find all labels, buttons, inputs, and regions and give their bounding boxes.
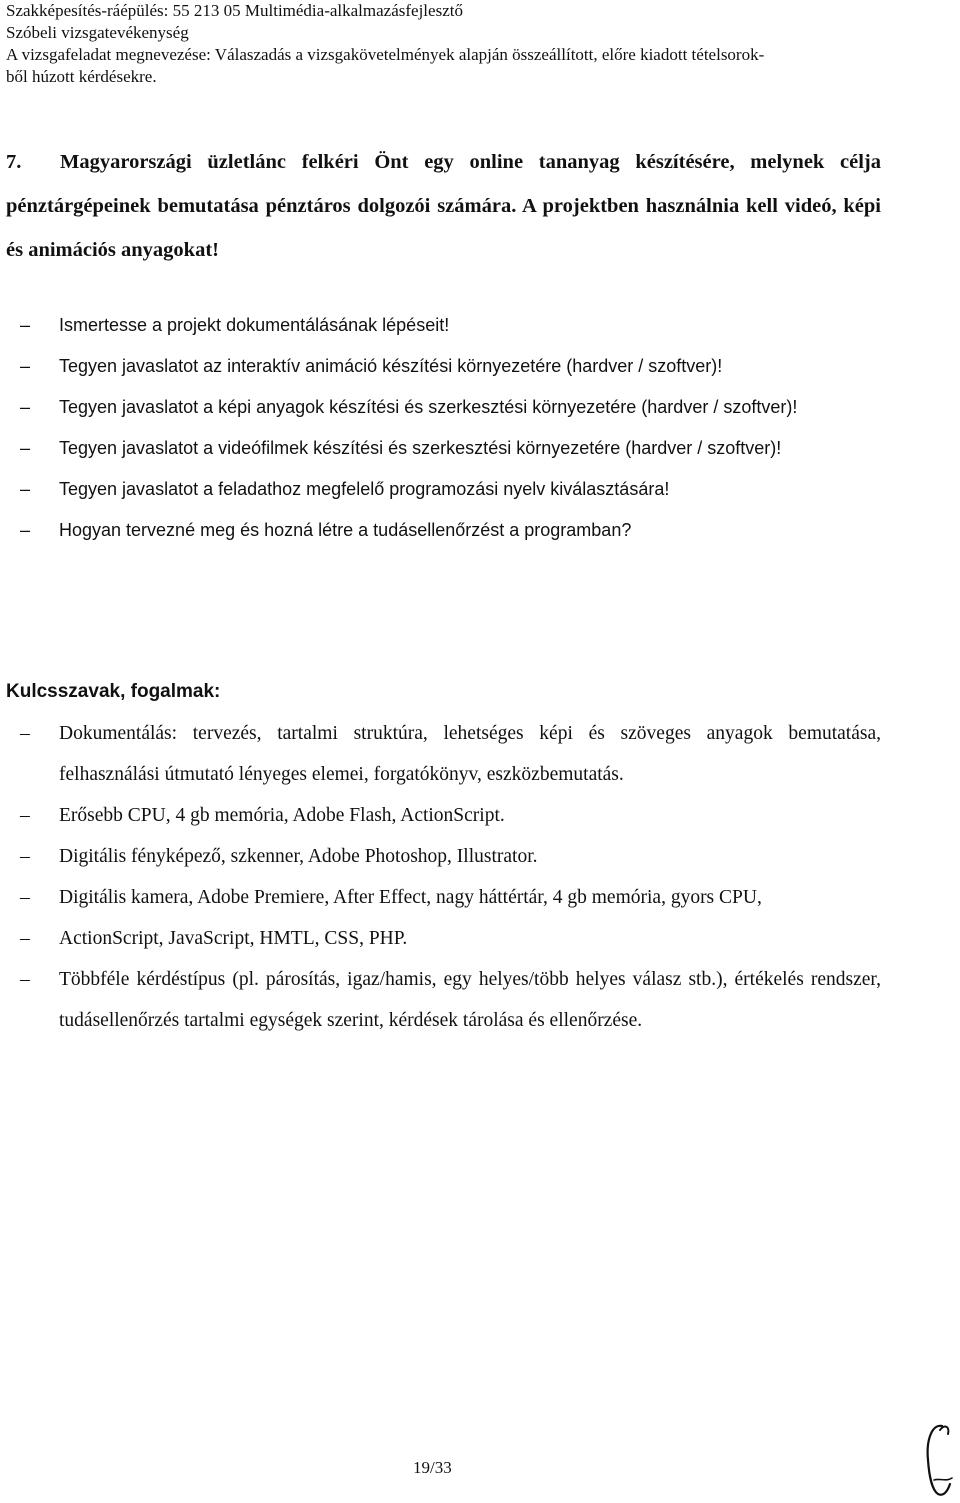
- task-text: Ismertesse a projekt dokumentálásának lépéseit!: [59, 315, 450, 335]
- task-list: [6, 305, 881, 551]
- dash-bullet-icon: –: [20, 520, 31, 540]
- task-text: Tegyen javaslatot a feladathoz megfelelő programozási nyelv kiválasztására!: [59, 479, 670, 499]
- keyword-text: Digitális kamera, Adobe Premiere, After Effect, nagy háttértár, 4 gb memória, gyors CPU,: [59, 887, 762, 908]
- page-number: 19/33: [413, 1458, 452, 1477]
- list-item: [6, 918, 881, 959]
- question-text: Magyarországi üzletlánc felkéri Önt egy online tananyag készítésére, melynek célja pénztárgépeinek bemutatása pénztáros dolgozói számára. A projektben használnia kell videó, képi és animációs anyagokat!: [6, 151, 881, 261]
- dash-bullet-icon: –: [20, 356, 31, 376]
- page-header: [6, 0, 936, 88]
- question-number: 7.: [6, 151, 22, 173]
- list-item: [6, 428, 881, 469]
- list-item: [6, 510, 881, 551]
- task-text: Tegyen javaslatot a képi anyagok készítési és szerkesztési környezetére (hardver / szoftver)!: [59, 397, 798, 417]
- header-task-name: A vizsgafeladat megnevezése: Válaszadás a vizsgakövetelmények alapján összeállított, előre kiadott tételsorok-: [6, 45, 765, 64]
- dash-bullet-icon: –: [20, 928, 30, 949]
- dash-bullet-icon: –: [20, 479, 31, 499]
- dash-bullet-icon: –: [20, 846, 30, 867]
- list-item: [6, 959, 881, 1041]
- list-item: [6, 305, 881, 346]
- list-item: [6, 346, 881, 387]
- header-task-name-cont: ből húzott kérdésekre.: [6, 67, 157, 86]
- keyword-text: Dokumentálás: tervezés, tartalmi struktúra, lehetséges képi és szöveges anyagok bemutatása, felhasználási útmutató lényeges elemei, forgatókönyv, eszközbemutatás.: [59, 723, 881, 785]
- list-item: [6, 713, 881, 795]
- dash-bullet-icon: –: [20, 438, 31, 458]
- task-text: Hogyan tervezné meg és hozná létre a tudásellenőrzést a programban?: [59, 520, 632, 540]
- header-qualification: Szakképesítés-ráépülés: 55 213 05 Multimédia-alkalmazásfejlesztő: [6, 1, 463, 20]
- header-exam-activity: Szóbeli vizsgatevékenység: [6, 23, 189, 42]
- question-block: [6, 140, 881, 272]
- dash-bullet-icon: –: [20, 887, 30, 908]
- keyword-text: Többféle kérdéstípus (pl. párosítás, igaz/hamis, egy helyes/több helyes válasz stb.), értékelés rendszer, tudásellenőrzés tartalmi egységek szerint, kérdések tárolása és ellenőrzése.: [59, 969, 881, 1031]
- list-item: [6, 795, 881, 836]
- dash-bullet-icon: –: [20, 397, 31, 417]
- task-text: Tegyen javaslatot a videófilmek készítési és szerkesztési környezetére (hardver / szoftver)!: [59, 438, 782, 458]
- dash-bullet-icon: –: [20, 969, 30, 990]
- list-item: [6, 387, 881, 428]
- keyword-text: ActionScript, JavaScript, HMTL, CSS, PHP.: [59, 928, 408, 949]
- handwritten-signature-icon: [918, 1420, 958, 1500]
- keywords-heading: Kulcsszavak, fogalmak:: [6, 681, 221, 702]
- dash-bullet-icon: –: [20, 723, 30, 744]
- keyword-text: Erősebb CPU, 4 gb memória, Adobe Flash, ActionScript.: [59, 805, 505, 826]
- list-item: [6, 836, 881, 877]
- list-item: [6, 877, 881, 918]
- dash-bullet-icon: –: [20, 805, 30, 826]
- list-item: [6, 469, 881, 510]
- dash-bullet-icon: –: [20, 315, 31, 335]
- task-text: Tegyen javaslatot az interaktív animáció készítési környezetére (hardver / szoftver)!: [59, 356, 723, 376]
- keywords-list: [6, 713, 881, 1041]
- keyword-text: Digitális fényképező, szkenner, Adobe Photoshop, Illustrator.: [59, 846, 538, 867]
